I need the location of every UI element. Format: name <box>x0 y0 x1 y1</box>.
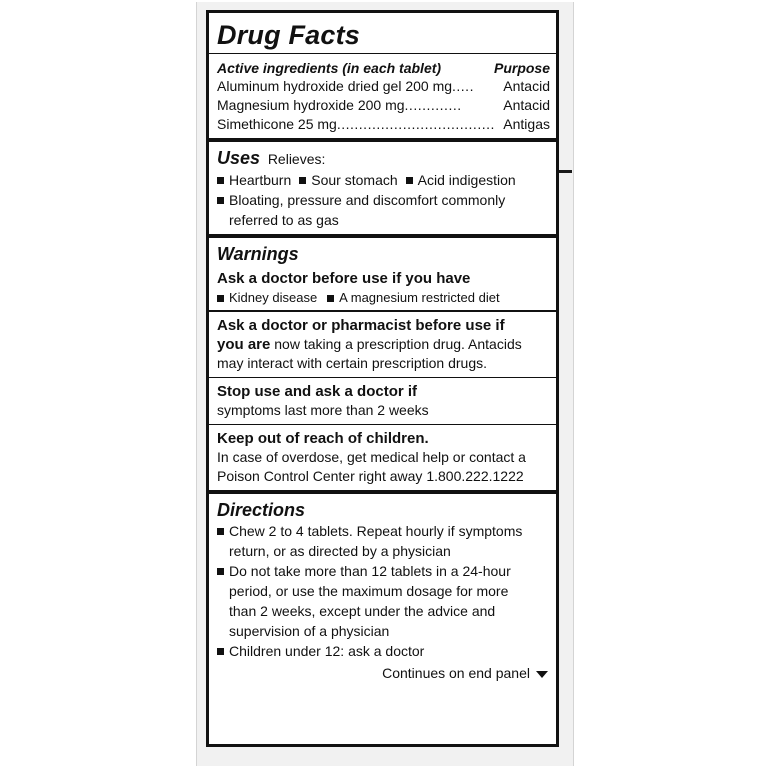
purpose-heading: Purpose <box>493 60 550 76</box>
warning-item <box>217 288 317 307</box>
direction-line: supervision of a physician <box>229 623 390 639</box>
use-item <box>217 190 550 234</box>
ask-doctor-list <box>217 288 550 310</box>
use-item <box>299 170 397 190</box>
direction-line: Chew 2 to 4 tablets. Repeat hourly if symptoms <box>229 523 523 539</box>
directions-heading: Directions <box>217 500 306 520</box>
dot-leader: ............. <box>404 97 462 113</box>
bullet-square-icon <box>217 197 224 204</box>
dot-leader: ..... <box>452 78 474 94</box>
direction-item <box>217 641 550 661</box>
direction-line: Children under 12: ask a doctor <box>229 643 425 659</box>
direction-text <box>229 641 424 661</box>
active-ingredients-heading: Active ingredients (in each tablet) <box>217 60 442 76</box>
direction-item <box>217 521 550 561</box>
ask-doctor-heading: Ask a doctor before use if you have <box>217 270 471 287</box>
drug-facts-panel <box>206 10 559 747</box>
direction-line: period, or use the maximum dosage for more <box>229 583 509 599</box>
continues-label: Continues on end panel <box>382 665 530 681</box>
bullet-square-icon <box>217 568 224 575</box>
use-item-label: Heartburn <box>229 172 292 188</box>
bullet-square-icon <box>217 648 224 655</box>
uses-heading: Uses <box>217 148 261 168</box>
direction-text <box>229 521 522 561</box>
continues-note <box>217 661 550 683</box>
stop-use-heading: Stop use and ask a doctor if <box>217 383 418 400</box>
bullet-square-icon <box>217 177 224 184</box>
ask-pharmacist-text-line: may interact with certain prescription drugs. <box>217 355 487 371</box>
direction-item <box>217 561 550 641</box>
warning-item-label: Kidney disease <box>229 290 318 305</box>
ask-pharmacist-text <box>217 335 550 354</box>
use-item-label: Bloating, pressure and discomfort commonly referred to as gas <box>229 192 506 228</box>
keep-out-text: In case of overdose, get medical help or contact a <box>217 449 526 465</box>
ingredient-purpose: Antacid <box>503 78 550 94</box>
warnings-section <box>217 238 550 490</box>
uses-header <box>217 142 550 170</box>
drug-facts-title: Drug Facts <box>217 20 361 50</box>
direction-text <box>229 561 511 641</box>
direction-line: than 2 weeks, except under the advice and <box>229 603 496 619</box>
bullet-square-icon <box>217 295 224 302</box>
ingredient-name: Simethicone 25 mg <box>217 116 337 132</box>
keep-out-heading: Keep out of reach of children. <box>217 430 429 447</box>
use-item <box>217 170 291 190</box>
ingredient-row <box>217 115 550 138</box>
use-item-label: Sour stomach <box>311 172 398 188</box>
direction-line: Do not take more than 12 tablets in a 24-hour <box>229 563 511 579</box>
ingredient-name: Aluminum hydroxide dried gel 200 mg <box>217 78 453 94</box>
ingredient-purpose: Antigas <box>503 116 550 132</box>
direction-line: return, or as directed by a physician <box>229 543 451 559</box>
use-item <box>406 170 516 190</box>
ask-pharmacist-heading-continued: you are <box>217 336 271 353</box>
directions-section <box>217 494 550 683</box>
keep-out-text-line: Poison Control Center right away 1.800.222.1222 <box>217 468 524 484</box>
ingredient-purpose: Antacid <box>503 97 550 113</box>
active-ingredients-header <box>217 54 550 77</box>
uses-section <box>217 142 550 234</box>
uses-bullet-row <box>217 170 550 190</box>
ingredient-row <box>217 96 550 115</box>
ask-pharmacist-heading: Ask a doctor or pharmacist before use if <box>217 317 505 334</box>
use-item-label: Acid indigestion <box>417 172 516 188</box>
bullet-square-icon <box>217 528 224 535</box>
warnings-heading: Warnings <box>217 244 299 264</box>
uses-intro: Relieves: <box>267 151 326 167</box>
bullet-square-icon <box>406 177 413 184</box>
active-ingredients-section <box>217 54 550 138</box>
ingredient-row <box>217 77 550 96</box>
bullet-square-icon <box>327 295 334 302</box>
ingredient-name: Magnesium hydroxide 200 mg <box>217 97 405 113</box>
ask-pharmacist-inline-text: now taking a prescription drug. Antacids <box>270 336 522 352</box>
triangle-down-icon <box>536 671 548 678</box>
package-edge-mark <box>557 170 572 173</box>
dot-leader: .................................... <box>336 116 495 132</box>
bullet-square-icon <box>299 177 306 184</box>
warning-item-label: A magnesium restricted diet <box>339 290 500 305</box>
stop-use-text: symptoms last more than 2 weeks <box>217 402 429 418</box>
warning-item <box>327 288 499 307</box>
